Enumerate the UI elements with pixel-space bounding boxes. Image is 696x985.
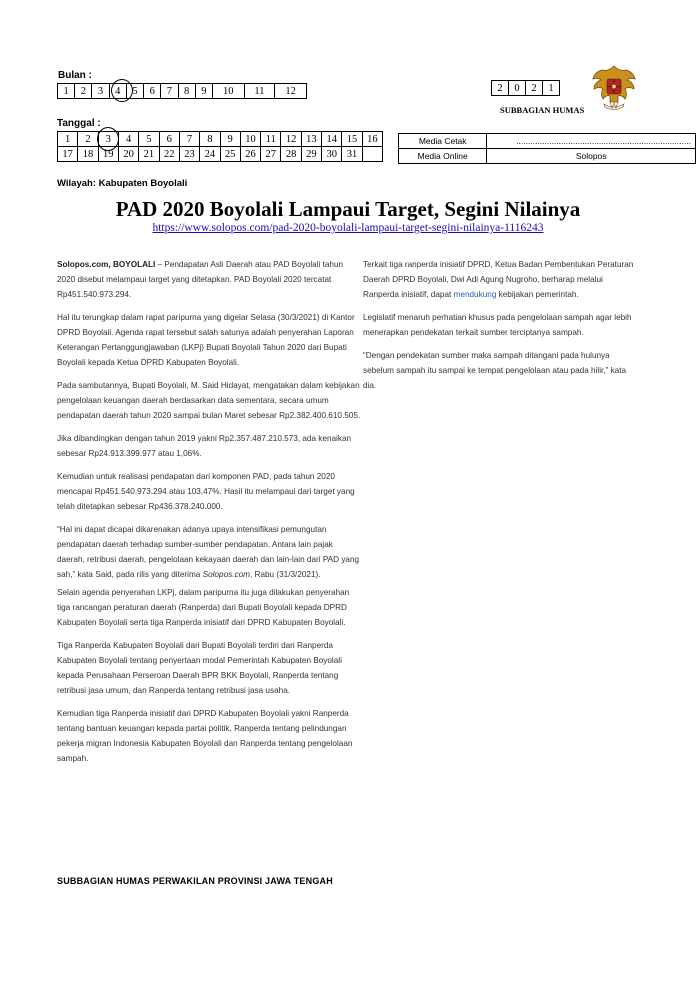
date-cell: 18 bbox=[78, 147, 98, 162]
paragraph: Legislatif menaruh perhatian khusus pada pengelolaan sampah agar lebih menerapkan pendekatan terkait sumber terciptanya sampah. bbox=[363, 313, 632, 337]
date-cell: 21 bbox=[139, 147, 159, 162]
article-url-link[interactable]: https://www.solopos.com/pad-2020-boyolali-lampaui-target-segini-nilainya-1116243 bbox=[152, 222, 544, 234]
paragraph: Kemudian tiga Ranperda inisiatif dari DPRD Kabupaten Boyolali yakni Ranperda tentang bantuan keuangan kepada partai politik, Ranperda tentang pelindungan pekerja migran Indonesia Kabupaten Boyolali dan Ranperda tentang pengelolaan sampah. bbox=[57, 709, 353, 763]
media-table bbox=[398, 133, 696, 164]
media-cetak-cell bbox=[487, 134, 696, 149]
garuda-emblem-icon bbox=[590, 62, 638, 116]
month-cell: 9 bbox=[195, 84, 212, 99]
year-digit: 2 bbox=[492, 81, 509, 96]
date-cell: 26 bbox=[240, 147, 260, 162]
date-cell: 2 bbox=[78, 132, 98, 147]
selected-month-circle bbox=[111, 79, 133, 102]
paragraph bbox=[363, 257, 641, 302]
date-cell: 12 bbox=[281, 132, 301, 147]
date-cell: 11 bbox=[261, 132, 281, 147]
media-online-value: Solopos bbox=[487, 149, 696, 164]
paragraph-emphasis: Solopos.com bbox=[202, 570, 250, 579]
date-cell: 31 bbox=[342, 147, 362, 162]
media-online-label: Media Online bbox=[399, 149, 487, 164]
date-cell: 15 bbox=[342, 132, 362, 147]
year-digit: 0 bbox=[509, 81, 526, 96]
paragraph-text: kebijakan pemerintah. bbox=[496, 290, 579, 299]
paragraph: Selain agenda penyerahan LKPj, dalam paripurna itu juga dilakukan penyerahan tiga rancangan peraturan daerah (Ranperda) dari Bupati Boyolali kepada DPRD Kabupaten Boyolali serta tiga Ranperda inisiatif dari DPRD Kabupaten Boyolali. bbox=[57, 588, 350, 627]
date-cell: 10 bbox=[240, 132, 260, 147]
article-left-column bbox=[57, 257, 362, 774]
year-digit: 2 bbox=[526, 81, 543, 96]
paragraph-text: – Pendapatan Asli Daerah atau PAD Boyolali tahun 2020 disebut melampaui target yang ditetapkan. PAD Boyolali 2020 tercatat Rp451.540.973.294. bbox=[57, 260, 344, 299]
date-cell: 13 bbox=[301, 132, 321, 147]
date-cell: 19 bbox=[98, 147, 118, 162]
article-right-column bbox=[363, 257, 641, 401]
paragraph: “Dengan pendekatan sumber maka sampah ditangani pada hulunya sebelum sampah itu sampai ke tempat pengelolaan atau pada hilir,” kata dia. bbox=[363, 351, 627, 390]
date-cell: 7 bbox=[179, 132, 199, 147]
article-source: Solopos.com, BOYOLALI bbox=[57, 260, 156, 269]
month-cell: 8 bbox=[178, 84, 195, 99]
date-cell: 25 bbox=[220, 147, 240, 162]
date-cell: 14 bbox=[322, 132, 342, 147]
date-cell: 20 bbox=[118, 147, 138, 162]
date-cell: 3 bbox=[98, 132, 118, 147]
date-cell: 30 bbox=[322, 147, 342, 162]
month-cell: 2 bbox=[75, 84, 92, 99]
year-digit: 1 bbox=[543, 81, 560, 96]
tanggal-label: Tanggal : bbox=[57, 118, 101, 129]
paragraph: Pada sambutannya, Bupati Boyolali, M. Said Hidayat, mengatakan dalam kebijakan pengelolaan keuangan daerah berdasarkan data sementara, secara umum pendapatan daerah tahun 2020 sampai bulan Maret sebesar Rp2.382.400.610.505. bbox=[57, 381, 361, 420]
month-cell: 10 bbox=[212, 84, 244, 99]
month-cell: 12 bbox=[275, 84, 307, 99]
unit-label: SUBBAGIAN HUMAS bbox=[500, 105, 585, 115]
date-cell: 4 bbox=[118, 132, 138, 147]
date-cell: 1 bbox=[58, 132, 78, 147]
month-cell: 11 bbox=[244, 84, 275, 99]
month-cell: 7 bbox=[161, 84, 178, 99]
month-cell: 4 bbox=[109, 84, 126, 99]
date-cell: 6 bbox=[159, 132, 179, 147]
paragraph bbox=[57, 257, 362, 302]
paragraph-text: Terkait tiga ranperda inisiatif DPRD, Ketua Badan Pembentukan Peraturan Daerah DPRD Boyolali, Dwi Adi Agung Nugroho, berharap melalui Ranperda inisiatif, dapat bbox=[363, 260, 634, 299]
month-grid bbox=[57, 83, 307, 99]
paragraph: Hal itu terungkap dalam rapat paripurna yang digelar Selasa (30/3/2021) di Kantor DPRD Boyolali. Agenda rapat tersebut salah satunya adalah penyerahan Laporan Keterangan Pertanggungjawaban (LKPj) Bupati Boyolali Tahun 2020 dari Bupati Boyolali kepada Ketua DPRD Kabupaten Boyolali. bbox=[57, 313, 355, 367]
paragraph: Jika dibandingkan dengan tahun 2019 yakni Rp2.357.487.210.573, ada kenaikan sebesar Rp24.913.399.977 atau 1,06%. bbox=[57, 434, 352, 458]
date-cell bbox=[362, 147, 382, 162]
wilayah-label: Wilayah: Kabupaten Boyolali bbox=[57, 178, 188, 189]
date-cell: 22 bbox=[159, 147, 179, 162]
date-cell: 9 bbox=[220, 132, 240, 147]
date-cell: 28 bbox=[281, 147, 301, 162]
bulan-label: Bulan : bbox=[58, 70, 92, 81]
date-cell: 23 bbox=[179, 147, 199, 162]
media-cetak-label: Media Cetak bbox=[399, 134, 487, 149]
date-cell: 8 bbox=[200, 132, 220, 147]
month-cell: 3 bbox=[92, 84, 109, 99]
date-cell: 24 bbox=[200, 147, 220, 162]
date-cell: 27 bbox=[261, 147, 281, 162]
paragraph: Tiga Ranperda Kabupaten Boyolali dari Bupati Boyolali terdiri dari Ranperda Kabupaten Boyolali tentang penyertaan modal Pemerintah Kabupaten Boyolali kepada Perusahaan Perseroan Daerah BPR BKK Boyolali, Ranperda tentang retribusi jasa umum, dan Ranperda tentang retribusi jasa usaha. bbox=[57, 641, 342, 695]
paragraph bbox=[57, 522, 362, 582]
date-cell: 29 bbox=[301, 147, 321, 162]
mendukung-link[interactable]: mendukung bbox=[453, 290, 497, 299]
date-cell: 5 bbox=[139, 132, 159, 147]
date-cell: 17 bbox=[58, 147, 78, 162]
article-title: PAD 2020 Boyolali Lampaui Target, Segini Nilainya bbox=[115, 197, 581, 221]
media-cetak-value: .......................................................................... bbox=[516, 136, 691, 146]
year-box bbox=[491, 80, 560, 96]
month-cell: 6 bbox=[144, 84, 161, 99]
month-cell: 5 bbox=[126, 84, 143, 99]
date-cell: 16 bbox=[362, 132, 382, 147]
paragraph-text: , Rabu (31/3/2021). bbox=[249, 570, 321, 579]
selected-date-circle bbox=[97, 127, 119, 151]
paragraph: Kemudian untuk realisasi pendapatan dari komponen PAD, pada tahun 2020 mencapai Rp451.540.973.294 atau 103,47%. Hasil itu melampaui dari target yang telah ditetapkan sebesar Rp436.378.240.000. bbox=[57, 472, 355, 511]
paragraph-text: “Hal ini dapat dicapai dikarenakan adanya upaya intensifikasi pemungutan pendapatan daerah terhadap sumber-sumber pendapatan. Antara lain pajak daerah, retribusi daerah, pengelolaan kekayaan daerah dan lain-lain dari PAD yang sah,” kata Said, pada rilis yang diterima bbox=[57, 525, 360, 579]
month-cell: 1 bbox=[58, 84, 75, 99]
footer-label: SUBBAGIAN HUMAS PERWAKILAN PROVINSI JAWA TENGAH bbox=[57, 876, 333, 886]
